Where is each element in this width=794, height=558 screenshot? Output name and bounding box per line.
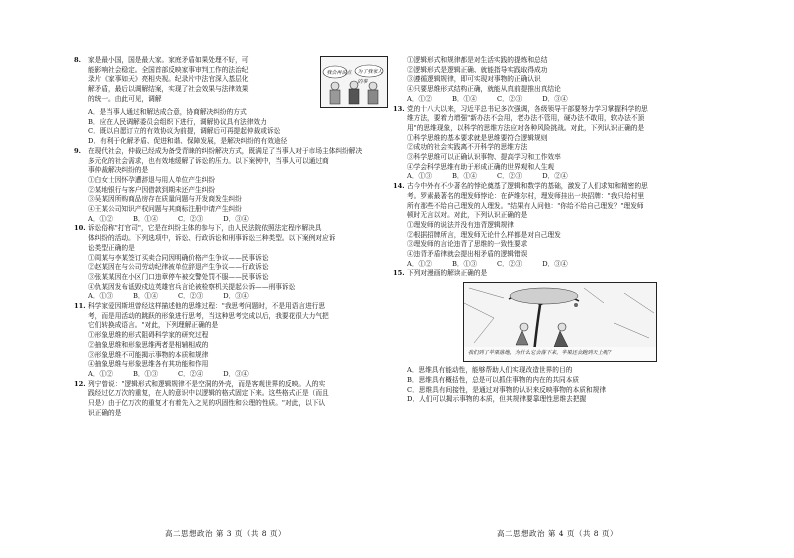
question-text-line: 考，而是用活动的跳跃的形象进行思考，当这种思考完成以后，我要花很大力气把 [88,311,329,320]
question-text-line: 只是）由于亿万次的重复才有着先入之见的巩固性和公理的性质。"对此，以下认 [88,399,326,408]
question-text-line: 识正确的是 [88,408,122,417]
question-number: 13. [393,104,405,113]
statement-item: ②某地银行与客户因借款到期未还产生纠纷 [88,185,216,194]
question-number: 10. [74,224,86,233]
cartoon-image [463,282,657,362]
statement-item: ①理发师的说法并没有违背逻辑规律 [407,220,514,229]
statement-item: ①周某与李某签订买卖合同因明确价格产生争议——民事诉讼 [88,253,269,262]
option-d[interactable]: D．有利于化解矛盾、促进和谐、保障发展，是解决纠纷的有效途径 [88,137,288,146]
question-text-line: 家是最小国，国是最大家。家庭矛盾如果处理不好，可 [88,56,249,64]
cartoon-caption: 为了我家人的事 [357,69,383,85]
question-text-line: 维方法，要着力增强"新办法不会用，老办法不管用，硬办法不敢用，软办法不顶 [407,114,645,123]
statement-item: ②成功的社会实践离不开科学的思维方法 [407,143,528,152]
question-text-line: 多元化的社会需求，也有效地缓解了诉讼的压力。以下案例中，当事人可以通过商 [88,156,329,165]
statement-item: ③科学思维可以正确认识事物、提高学习和工作效率 [407,153,561,162]
statement-item: ③吴某因所购商品房存在质量问题与开发商发生纠纷 [88,195,242,204]
statement-item: ④抽象思维与形象思维各有其功能和作用 [88,360,209,369]
option-c[interactable]: C．思维具有间接性，是通过对事物的认识来反映事物的本质和规律 [407,385,607,394]
statement-item: ④王某公司知识产权问题与其商标注册申请产生纠纷 [88,205,242,214]
cartoon-caption: 我们到了苹果落地，为什么它会落下来，苹果还会跑到天上呢？ [468,350,614,357]
question-text-line: 践经过亿万次的重复，在人的意识中以逻辑的格式固定下来。这些格式正是（而且 [88,389,329,398]
page-footer: 高二思想政治 第 3 页（共 8 页） [165,529,286,538]
statement-item: ④仇某因发布诋毁戍边英雄官兵言论被检察机关提起公诉——刑事诉讼 [88,282,296,291]
option-c[interactable]: C．既以自愿订立的有效协议为前提，调解后可再提起仲裁或诉讼 [88,127,281,136]
question-text-line: 诉讼俗称"打官司"，它是在纠纷主体的参与下，由人民法院依照法定程序解决具 [88,224,322,233]
question-text-line: 它们转换成语言。"对此，下列理解正确的是 [88,321,219,330]
question-12-continued [407,56,707,105]
statement-item: ①逻辑形式和规律都是对生活实践的提炼和总结 [407,56,548,64]
statement-item: ③形象思维不可能揭示事物的本质和规律 [88,350,209,359]
statement-item: ④学会科学思维有助于形成正确的世界观和人生观 [407,162,555,171]
option-b[interactable]: B．思维具有概括性，总是可以抓住事物的内在的共同本质 [407,375,580,384]
question-text-line: 用"的思维现象，以科学的思维方法应对各种风险挑战。对此，下列认识正确的是 [407,123,645,132]
question-15 [393,269,707,405]
question-13 [393,104,707,183]
left-column [74,56,388,419]
cartoon-caption: 我会再说点 [326,70,352,76]
statement-item: ④违背矛盾律就会提出相矛盾的逻辑错误 [407,250,528,259]
statement-item: ④只要思维形式结构正确，就能从真前提推出真结论 [407,85,561,94]
answer-choices[interactable]: A．①② B．①③ C．②④ D．③④ [88,369,249,378]
option-d[interactable]: D．人们可以揭示事物的本质，但其规律要靠理性思维去把握 [407,395,587,404]
question-number: 11. [74,302,86,311]
question-text-line: 的统一。由此可见，调解 [88,94,162,103]
question-number: 12. [74,379,86,388]
option-a[interactable]: A．是当事人通过和解达成合意，协商解决纠纷的方式 [88,108,247,116]
statement-item: ①白女士因怀孕遭辞退与用人单位产生纠纷 [88,175,216,184]
answer-choices[interactable]: A．①③ B．①④ C．②③ D．③④ [88,292,249,301]
question-number: 8. [74,56,81,64]
question-text-line: 录片《家事如天》亮相央视。纪录片中法官深入基层化 [88,75,249,84]
page-footer: 高二思想政治 第 4 页（共 8 页） [497,529,618,538]
question-9 [74,146,388,225]
question-text-line: 解矛盾，最后以调解结案，实现了社会效果与法律效果 [88,85,249,94]
question-text-line: 在现代社会，仲裁已经成为备受青睐的纠纷解决方式，既满足了当事人对于市场主体纠纷解决 [88,146,363,155]
question-number: 9. [74,146,81,155]
question-text-line: 所有那些不给自己理发的人理发。"结果有人问他："你给不给自己理发？"理发师 [407,201,644,210]
statement-item: ①科学思维的基本要求就是思维要符合逻辑规则 [407,133,548,142]
answer-choices[interactable]: A．①② B．①③ C．②③ D．③④ [407,259,568,268]
statement-item: ②赵某因在与公司劳动纪律被单位辞退产生争议——行政诉讼 [88,263,269,272]
answer-choices[interactable]: A．①② B．①④ C．②③ D．③④ [407,94,568,103]
question-text-line: 事仲裁解决纠纷的是 [88,166,149,175]
question-14 [393,182,707,269]
statement-item: ②逻辑形式是逻辑正确、就能指导实践取得成功 [407,65,548,74]
exam-page-right [393,0,794,558]
question-text-line: 列宁曾说："逻辑形式和逻辑规律不是空洞的外壳，而是客观世界的反映。人的实 [88,379,326,388]
option-b[interactable]: B．应在人民调解委员会组织下进行，调解协议具有法律效力 [88,117,267,126]
statement-item: ②抽象思维和形象思维两者是相辅相成的 [88,340,209,349]
question-number: 15. [393,269,405,278]
question-11 [74,302,388,380]
question-10 [74,224,388,302]
option-a[interactable]: A．思维具有能动性，能够帮助人们实现改造世界的目的 [407,366,573,375]
right-column [393,56,707,405]
statement-item: ①形象思维的形式阻碍科学家的研究过程 [88,331,209,340]
question-text-line: 考。罗素最著名的理发师悖论：在萨维尔村，理发师挂出一块招牌："我只给村里 [407,191,645,200]
question-8 [74,56,388,147]
answer-choices[interactable]: A．①② B．①④ C．②③ D．③④ [88,214,249,223]
statement-item: ③理发师的言论违背了思维的一致性要求 [407,240,528,249]
question-text-line: 党的十八大以来，习近平总书记多次强调，各级领导干部要努力学习掌握科学的思 [407,104,648,113]
question-text-line: 能影响社会稳定。全国首部反映家事审判工作的法治纪 [88,65,249,74]
cartoon-image [320,56,388,108]
statement-item: ②根据招牌所言，理发师无论什么样都是对自己理发 [407,230,561,239]
question-text-line: 讼类型正确的是 [88,243,135,252]
question-text-line: 下列对漫画的解读正确的是 [407,269,488,278]
question-12 [74,379,388,419]
question-text-line: 体纠纷的活动。下列选项中，诉讼、行政诉讼和刑事诉讼三种类型。以下案例对应诉 [88,234,336,243]
statement-item: ③遵循逻辑规律，即可实现对事物的正确认识 [407,75,541,84]
question-number: 14. [393,182,405,191]
question-text-line: 古今中外有不少著名的悖论奠基了逻辑和数学的基础，激发了人们求知和精密的思 [407,182,648,191]
question-text-line: 顿时无言以对。对此，下列认识正确的是 [407,211,528,220]
answer-choices[interactable]: A．①③ B．①④ C．②③ D．②④ [407,172,568,181]
question-text-line: 科学家爱因斯坦曾经这样描述他的思维过程："我思考问题时，不是用语言进行思 [88,302,326,311]
statement-item: ③张某某因在小区门口违章停车被交警处罚不服——民事诉讼 [88,272,269,281]
